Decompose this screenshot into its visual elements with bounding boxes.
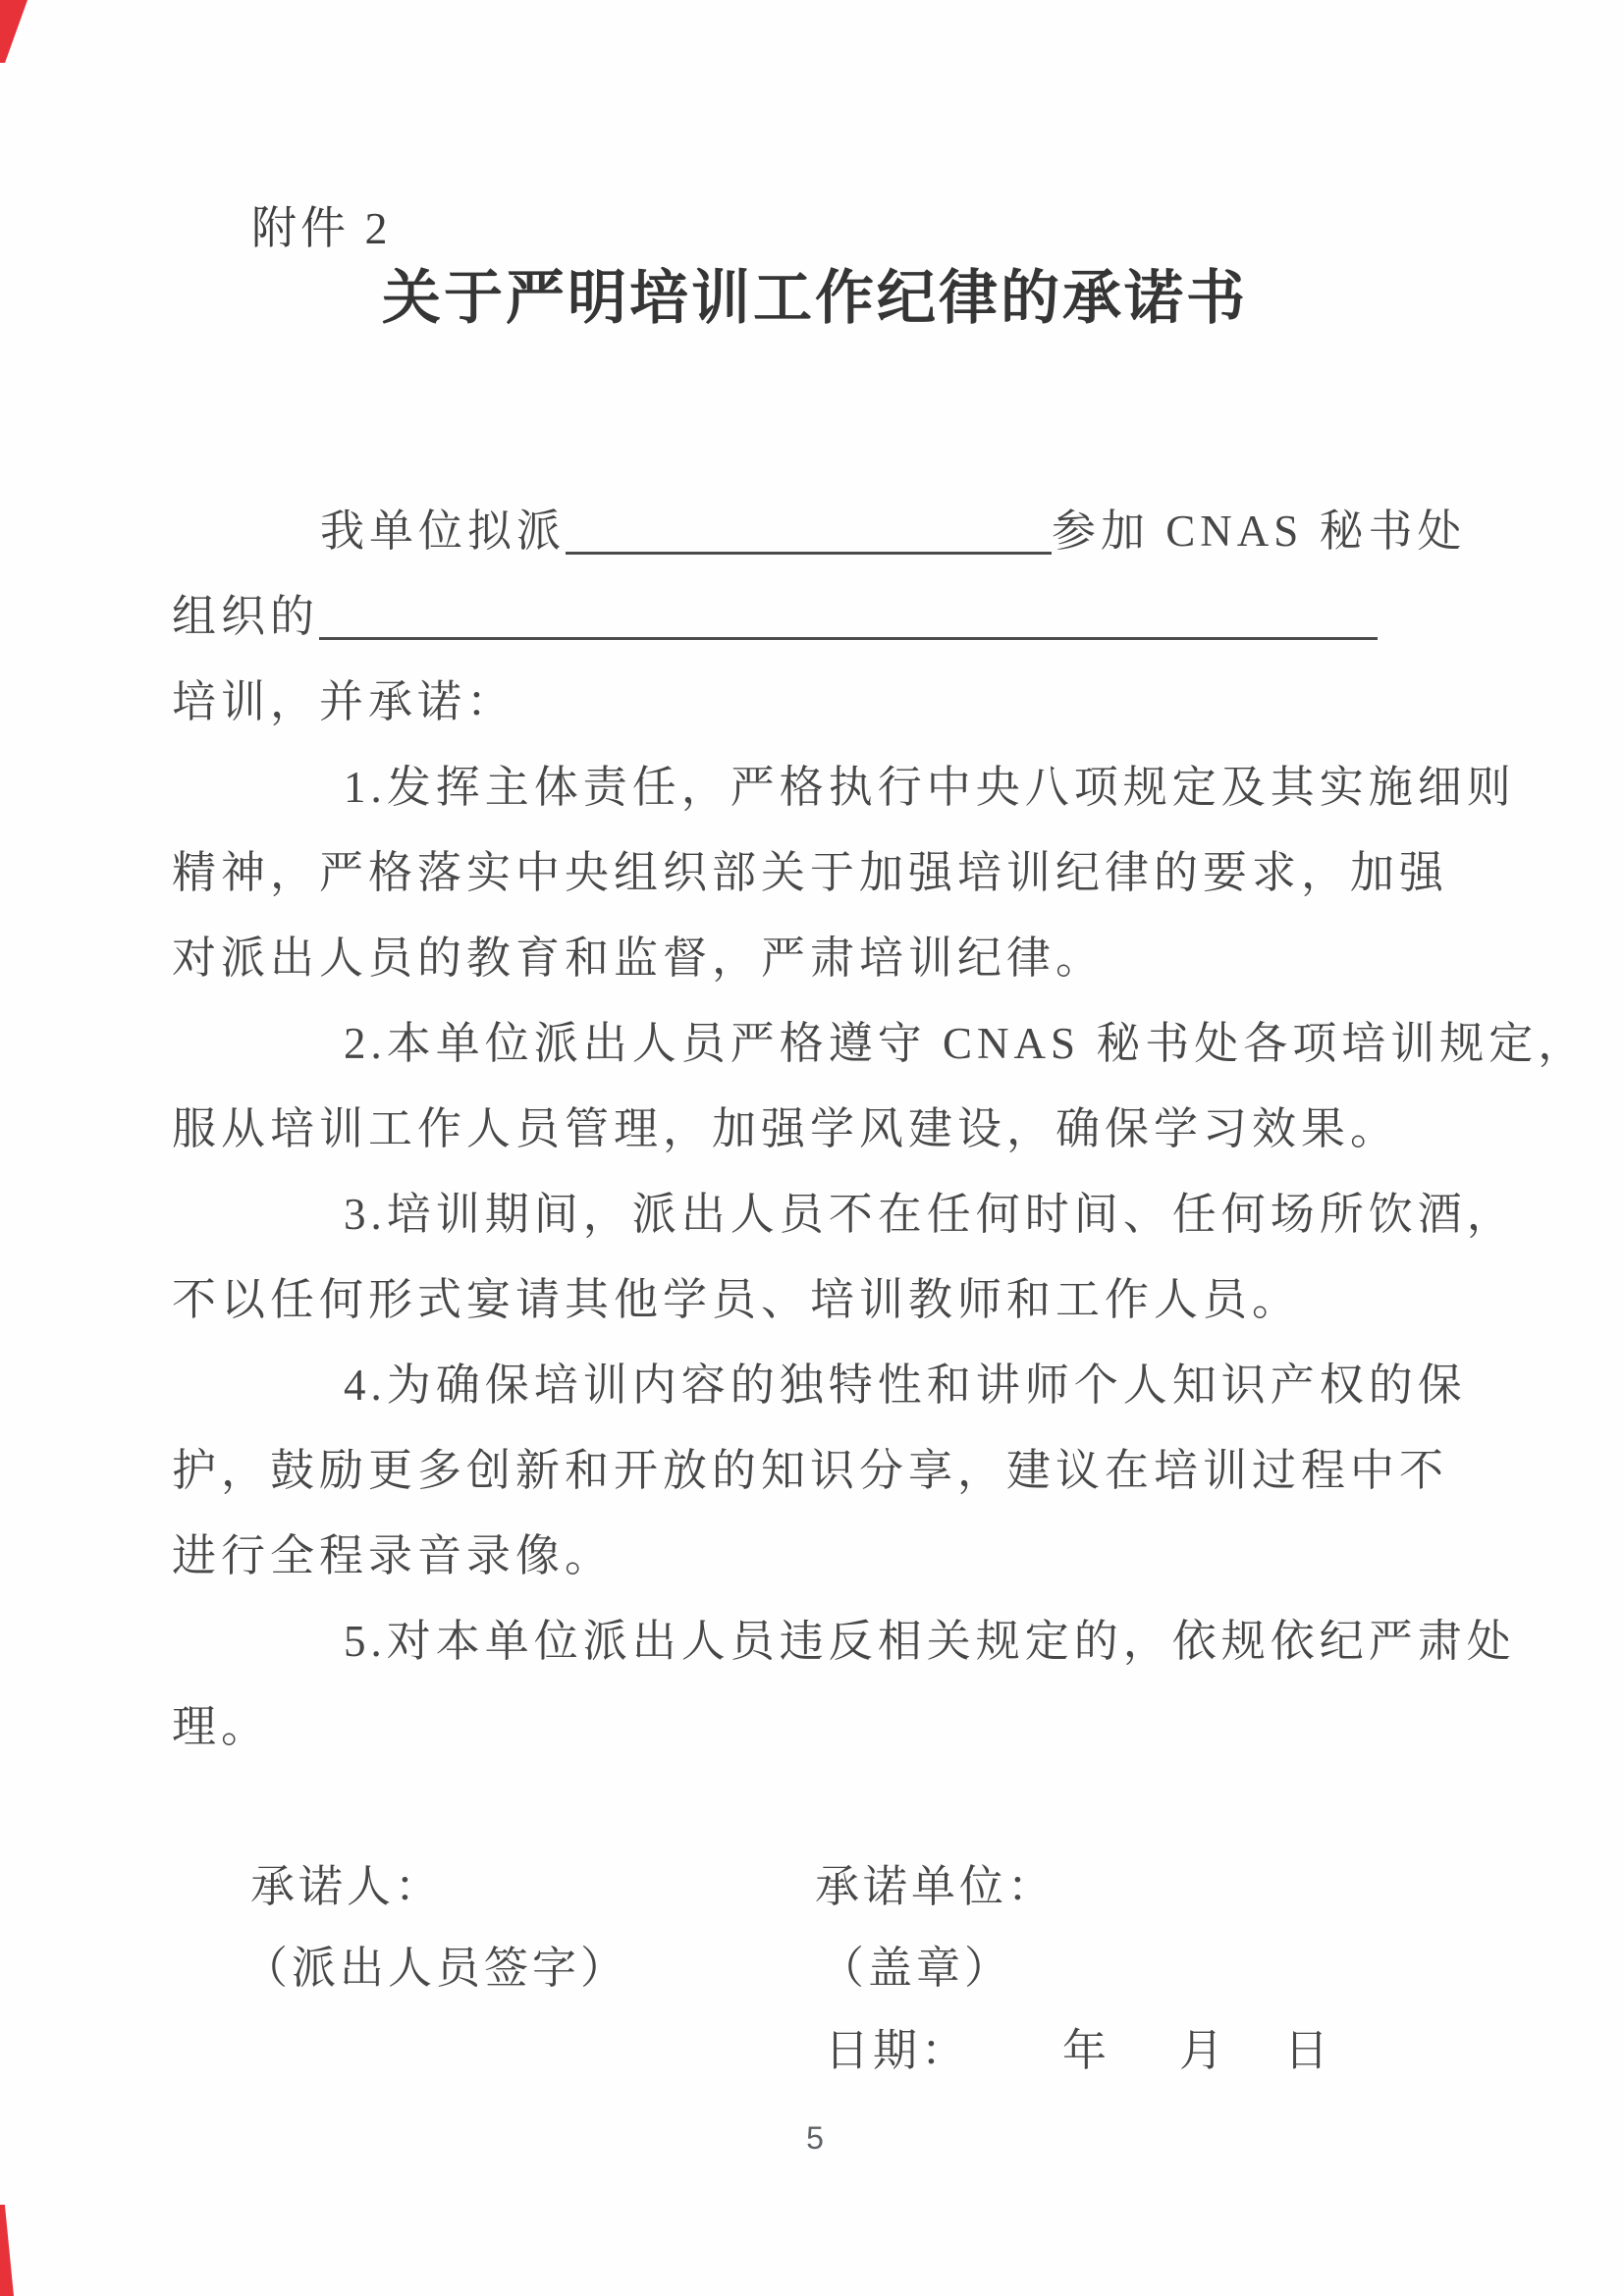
clause-4-line-3: 进行全程录音录像。 xyxy=(172,1531,615,1580)
scan-artifact-bottom-left xyxy=(0,2205,14,2296)
attachment-label: 附件 2 xyxy=(251,203,392,253)
date-label: 日期： xyxy=(825,2026,970,2075)
clause-3-line-1: 3.培训期间，派出人员不在任何时间、任何场所饮酒， xyxy=(344,1190,1516,1239)
date-month-label: 月 xyxy=(1179,2026,1228,2075)
clause-4-line-2: 护，鼓励更多创新和开放的知识分享，建议在培训过程中不 xyxy=(172,1446,1449,1495)
intro-line-1-pre: 我单位拟派 xyxy=(320,507,567,556)
clause-3-line-2: 不以任何形式宴请其他学员、培训教师和工作人员。 xyxy=(172,1275,1302,1324)
clause-1-line-3: 对派出人员的教育和监督，严肃培训纪律。 xyxy=(172,934,1106,983)
intro-line-2-pre: 组织的 xyxy=(172,592,320,641)
clause-2-line-1: 2.本单位派出人员严格遵守 CNAS 秘书处各项培训规定， xyxy=(344,1019,1588,1068)
promiser-label: 承诺人： xyxy=(250,1862,444,1911)
clause-4-line-1: 4.为确保培训内容的独特性和讲师个人知识产权的保 xyxy=(344,1361,1467,1410)
promiser-sign-note: （派出人员签字） xyxy=(243,1944,629,1993)
fill-blank-trainee-names xyxy=(566,489,1052,555)
date-line xyxy=(825,2014,1332,2078)
document-title: 关于严明培训工作纪律的承诺书 xyxy=(382,265,1248,331)
intro-line-1 xyxy=(172,489,1467,574)
unit-seal-note: （盖章） xyxy=(820,1944,1013,1993)
scan-artifact-top-left xyxy=(0,0,27,63)
intro-line-1-post: 参加 CNAS 秘书处 xyxy=(1052,507,1467,556)
intro-line-3: 培训，并承诺： xyxy=(172,677,516,726)
page-number: 5 xyxy=(806,2120,824,2156)
clause-1-line-2: 精神，严格落实中央组织部关于加强培训纪律的要求，加强 xyxy=(172,848,1449,897)
date-day-label: 日 xyxy=(1284,2026,1333,2075)
intro-line-2 xyxy=(172,574,1463,660)
unit-label: 承诺单位： xyxy=(815,1862,1056,1911)
clause-2-line-2: 服从培训工作人员管理，加强学风建设，确保学习效果。 xyxy=(172,1104,1400,1153)
date-year-label: 年 xyxy=(1062,2026,1111,2075)
document-body xyxy=(172,489,1588,1770)
clause-1-line-1: 1.发挥主体责任，严格执行中央八项规定及其实施细则 xyxy=(344,763,1516,812)
fill-blank-training-name xyxy=(319,574,1378,640)
clause-5-line-2: 理。 xyxy=(172,1702,271,1751)
clause-5-line-1: 5.对本单位派出人员违反相关规定的，依规依纪严肃处 xyxy=(344,1617,1516,1666)
